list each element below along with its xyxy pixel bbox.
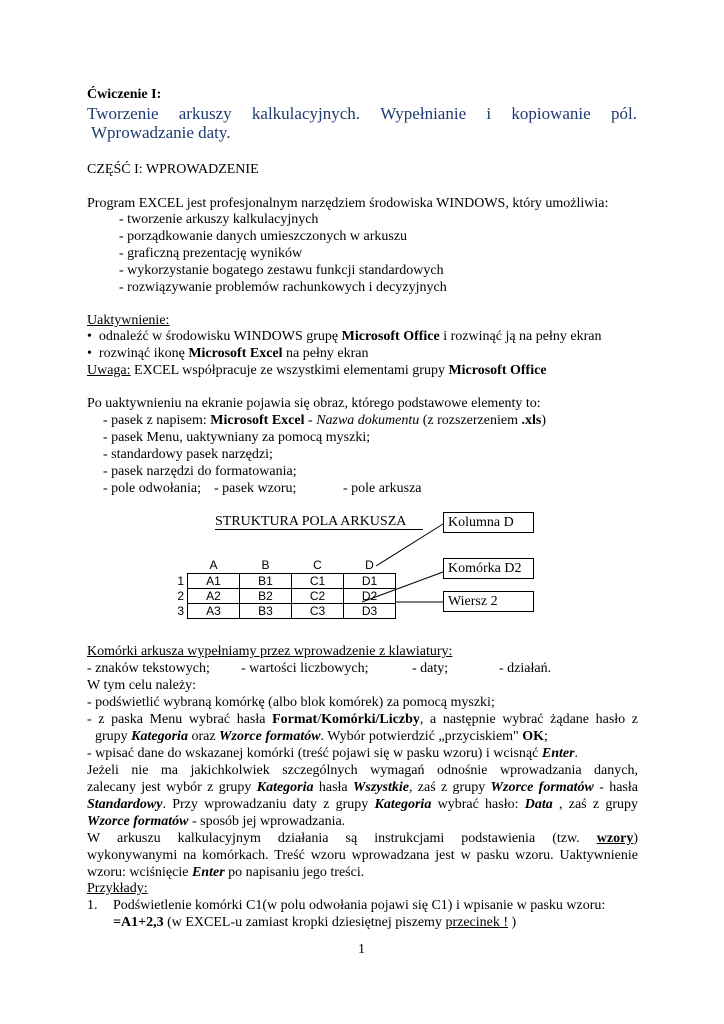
examples-heading: Przykłady: [87,881,148,896]
cell: B3 [240,604,292,619]
text: na pełny ekran [282,346,369,361]
cell: A2 [188,589,240,604]
column-header: B [261,558,270,572]
text: - wpisać dane do wskazanej komórki (treść pojawi się w pasku wzoru) i wcisnąć [87,746,542,761]
example-1-formula-line [113,914,516,931]
text: (w EXCEL-u zamiast kropki dziesiętnej piszemy [163,915,446,930]
feature-item: - rozwiązywanie problemów rachunkowych i decyzyjnych [119,280,447,295]
screen-item-5a: - pole odwołania; [103,481,201,496]
title-line-2: Wprowadzanie daty. [91,123,231,142]
label-cell-box: Komórka D2 [443,558,534,579]
step-2 [87,711,638,728]
row-number: 3 [177,604,184,618]
text: i rozwinąć ją na pełny ekran [439,329,602,344]
text: ) [508,915,517,930]
text: grupy [95,729,132,744]
label-row-box: Wiersz 2 [443,591,534,612]
title-word: arkuszy [178,104,232,123]
intro-paragraph: Program EXCEL jest profesjonalnym narzędziem środowiska WINDOWS, który umożliwia: [87,196,609,211]
step-2-continued [95,728,548,745]
text-bold-italic: Wzorce formatów [219,729,321,744]
text: . [574,746,579,761]
text-bold: .xls [521,413,542,428]
text-bold-italic: Data [524,797,553,812]
text: EXCEL współpracuje ze wszystkimi elementami grupy [130,363,449,378]
text-bold-italic: Kategoria [256,780,314,795]
screen-item-2: - pasek Menu, uaktywniany za pomocą myszki; [103,430,371,445]
text-bold: Microsoft Office [448,363,547,378]
cell: D3 [344,604,396,619]
text: , zaś z grupy [408,780,491,795]
section-heading: CZĘŚĆ I: WPROWADZENIE [87,162,259,177]
screen-intro: Po uaktywnieniu na ekranie pojawia się obraz, którego podstawowe elementy to: [87,396,541,411]
title-word: i [486,104,492,123]
text: po napisaniu jego treści. [224,865,365,880]
cell: D1 [344,574,396,589]
column-header: A [209,558,218,572]
column-header: C [313,558,322,572]
screen-item-3: - standardowy pasek narzędzi; [103,447,273,462]
text-bold-italic: Wszystkie [352,780,409,795]
text: ) [541,413,546,428]
cell: A3 [188,604,240,619]
page-number: 1 [358,942,365,957]
feature-item: - graficzną prezentację wyników [119,246,303,261]
text: wybrać hasło: [431,797,525,812]
text: odnaleźć w środowisku WINDOWS grupę [98,329,342,344]
text: ; [544,729,548,744]
row-number: 1 [177,574,184,588]
text-bold: Microsoft Excel [188,346,283,361]
formula: =A1+2,3 [113,915,164,930]
type-item: - działań. [499,661,552,676]
paragraph-2-line-2: wykonywanymi na komórkach. Treść wzoru wprowadzana jest w pasku wzoru. Uaktywnienie [87,848,638,863]
cell: D2 [344,589,396,604]
cell: C2 [292,589,344,604]
note-label: Uwaga: [87,363,131,378]
text: W arkuszu kalkulacyjnym działania są instrukcjami podstawienia (tzw. [87,831,597,846]
paragraph-2-line-1 [87,830,638,847]
text: rozwinąć ikonę [98,346,189,361]
text: . Przy wprowadzaniu daty z grupy [162,797,375,812]
text: - pasek z napisem: [103,413,211,428]
cell: A1 [188,574,240,589]
text: wzoru: wciśnięcie [87,865,192,880]
text: ) [633,831,638,846]
text-italic: Nazwa dokumentu [316,413,420,428]
title-word: pól. [610,104,637,123]
text-bold: Format [272,712,318,727]
paragraph-1-line-3 [87,796,638,813]
screen-item-4: - pasek narzędzi do formatowania; [103,464,297,479]
cell: C3 [292,604,344,619]
feature-item: - porządkowanie danych umieszczonych w arkuszu [119,229,408,244]
text-bold: OK [522,729,545,744]
text: / [317,712,322,727]
cell: C1 [292,574,344,589]
text-bold-italic: Enter [541,746,575,761]
bullet-icon: • [87,329,92,344]
exercise-label: Ćwiczenie I: [87,87,162,102]
text: (z rozszerzeniem [419,413,522,428]
paragraph-1-line-4 [87,813,345,830]
text: , a następnie wybrać żądane hasło z [419,712,638,727]
cell: B2 [240,589,292,604]
text-bold-italic: Wzorce formatów [87,814,189,829]
row-number: 2 [177,589,184,603]
title-word: kopiowanie [511,104,591,123]
text: oraz [187,729,220,744]
paragraph-2-line-3 [87,864,364,881]
text-bold: Microsoft Office [341,329,440,344]
title-word: Wypełnianie [380,104,467,123]
type-item: - daty; [412,661,449,676]
text: zalecany jest wybór z grupy [87,780,257,795]
step-3 [87,745,578,762]
step-1: - podświetlić wybraną komórkę (albo blok komórek) za pomocą myszki; [87,695,495,710]
example-1-number: 1. [87,898,98,913]
text-bold-italic: Enter [191,865,225,880]
text: - hasła [593,780,638,795]
text-bold-italic: Standardowy [87,797,163,812]
type-item: - wartości liczbowych; [241,661,369,676]
title-word: Tworzenie [87,104,159,123]
column-header: D [365,558,374,572]
filling-heading: Komórki arkusza wypełniamy przez wprowadzenie z klawiatury: [87,644,453,659]
diagram-title: STRUKTURA POLA ARKUSZA [215,514,407,529]
cell-pointer-line [362,572,443,602]
label-column-box: Kolumna D [443,512,534,533]
cell: B1 [240,574,292,589]
need-line: W tym celu należy: [87,678,196,693]
example-1-text: Podświetlenie komórki C1(w polu odwołania pojawi się C1) i wpisanie w pasku wzoru: [113,898,606,913]
screen-item-5b: - pasek wzoru; [214,481,297,496]
text-underline: przecinek ! [445,915,509,930]
text-bold-italic: Wzorce formatów [490,780,594,795]
paragraph-1-line-1: Jeżeli nie ma jakichkolwiek szczególnych wymagań odnośnie wprowadzania danych, [87,763,638,778]
feature-item: - wykorzystanie bogatego zestawu funkcji standardowych [119,263,444,278]
text: . Wybór potwierdzić „przyciskiem" [320,729,523,744]
text-bold: Microsoft Excel [210,413,305,428]
text: - sposób jej wprowadzania. [188,814,346,829]
activation-heading: Uaktywnienie: [87,313,170,328]
column-pointer-line [376,524,443,566]
paragraph-1-line-2 [87,779,638,796]
text: hasła [313,780,353,795]
title-word: kalkulacyjnych. [251,104,361,123]
text-bold: Komórki/Liczby [321,712,420,727]
bullet-icon: • [87,346,92,361]
text-bold-italic: Kategoria [131,729,188,744]
type-item: - znaków tekstowych; [87,661,210,676]
text-bold-underline: wzory [596,831,634,846]
screen-item-5c: - pole arkusza [343,481,422,496]
text: , zaś z grupy [552,797,638,812]
feature-item: - tworzenie arkuszy kalkulacyjnych [119,212,319,227]
text: - z paska Menu wybrać hasła [87,712,273,727]
text-bold-italic: Kategoria [374,797,432,812]
text: - [304,413,317,428]
